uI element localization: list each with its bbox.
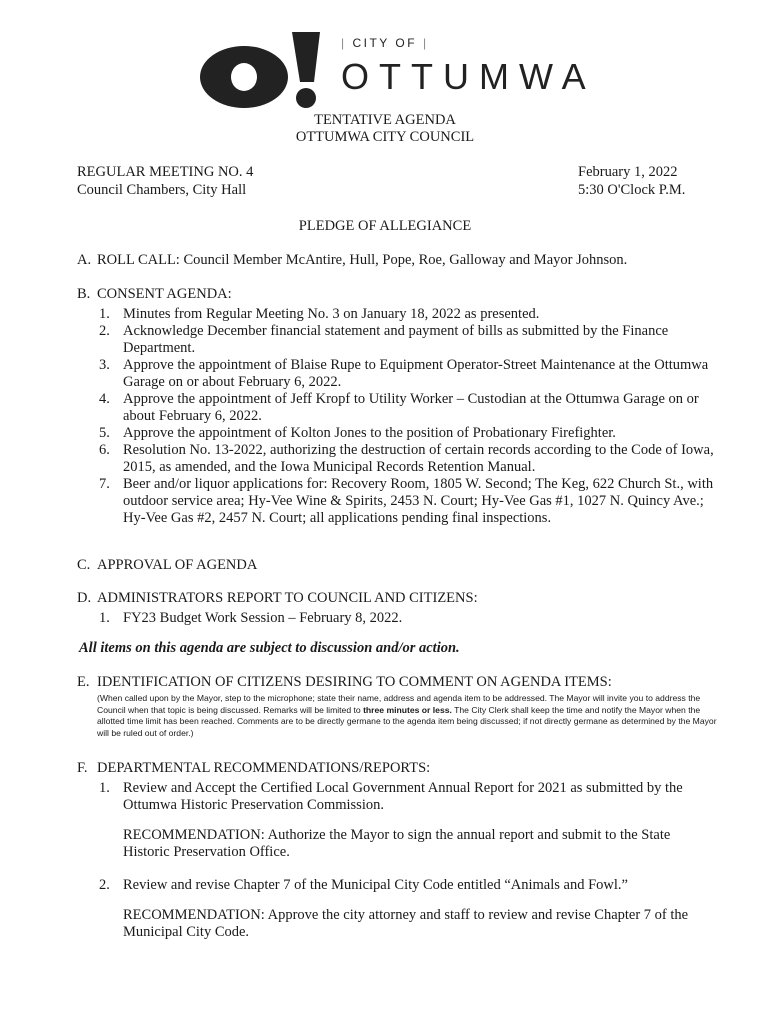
meeting-date: February 1, 2022 — [578, 164, 678, 180]
section-admin-report — [77, 590, 717, 627]
section-heading: ADMINISTRATORS REPORT TO COUNCIL AND CITIZENS: — [97, 590, 478, 606]
section-letter: C. — [77, 557, 91, 573]
council-title: OTTUMWA CITY COUNCIL — [295, 129, 475, 145]
logo-city-of: | CITY OF | — [341, 36, 429, 50]
list-item: 6. Resolution No. 13-2022, authorizing the destruction of certain records according to the Code of Iowa, 2015, as amended, and the Iowa Municipal Records Retention Manual. — [99, 442, 714, 475]
logo-city-name: OTTUMWA — [341, 56, 596, 97]
section-letter: B. — [77, 286, 91, 302]
logo-exclamation-icon — [286, 32, 322, 112]
recommendation-2: RECOMMENDATION: Approve the city attorney and staff to review and revise Chapter 7 of the Municipal City Code. — [123, 907, 689, 940]
section-heading: CONSENT AGENDA: — [97, 286, 232, 302]
list-item: 1. FY23 Budget Work Session – February 8, 2022. — [99, 610, 403, 626]
section-letter: E. — [77, 674, 90, 690]
section-citizens — [77, 674, 717, 739]
departmental-items-list — [77, 780, 717, 814]
meeting-datetime — [578, 163, 685, 199]
section-letter: A. — [77, 252, 92, 268]
meeting-number: REGULAR MEETING NO. 4 — [77, 164, 254, 180]
list-item: 4. Approve the appointment of Jeff Kropf to Utility Worker – Custodian at the Ottumwa Garage on or about February 6, 2022. — [99, 391, 699, 424]
list-item: 2. Review and revise Chapter 7 of the Municipal City Code entitled “Animals and Fowl.” — [99, 877, 628, 893]
meeting-location: Council Chambers, City Hall — [77, 182, 247, 198]
list-item: 7. Beer and/or liquor applications for: Recovery Room, 1805 W. Second; The Keg, 622 Church St., with outdoor service area; Hy-Vee Wine & Spirits, 2453 N. Court; Hy-Vee Gas #1, 1027 N. Quincy Ave.; Hy-Vee Gas #2, 2457 N. Court; all applications pending final inspections. — [99, 476, 714, 526]
pledge-heading: PLEDGE OF ALLEGIANCE — [298, 218, 472, 234]
list-item: 1. Minutes from Regular Meeting No. 3 on January 18, 2022 as presented. — [99, 306, 540, 322]
section-letter: F. — [77, 760, 88, 776]
meeting-info — [77, 163, 253, 199]
section-letter: D. — [77, 590, 92, 606]
list-item: 1. Review and Accept the Certified Local Government Annual Report for 2021 as submitted by the Ottumwa Historic Preservation Commission. — [99, 780, 683, 813]
consent-items-list — [77, 306, 717, 527]
departmental-items-list-2 — [77, 877, 717, 894]
list-item: 5. Approve the appointment of Kolton Jones to the position of Probationary Firefighter. — [99, 425, 616, 441]
section-roll-call — [77, 252, 717, 269]
list-item: 2. Acknowledge December financial statement and payment of bills as submitted by the Finance Department. — [99, 323, 669, 356]
discussion-note: All items on this agenda are subject to discussion and/or action. — [79, 640, 460, 656]
meeting-time: 5:30 O'Clock P.M. — [578, 182, 686, 198]
roll-call-text: ROLL CALL: Council Member McAntire, Hull, Pope, Roe, Galloway and Mayor Johnson. — [97, 252, 628, 268]
section-heading: DEPARTMENTAL RECOMMENDATIONS/REPORTS: — [97, 760, 431, 776]
list-item: 3. Approve the appointment of Blaise Rupe to Equipment Operator-Street Maintenance at the Ottumwa Garage on or about February 6, 2022. — [99, 357, 709, 390]
recommendation-1: RECOMMENDATION: Authorize the Mayor to sign the annual report and submit to the State Historic Preservation Office. — [123, 827, 671, 860]
city-logo — [198, 30, 598, 112]
approval-text: APPROVAL OF AGENDA — [97, 557, 258, 573]
admin-items-list — [77, 610, 717, 627]
logo-o-icon — [198, 44, 290, 110]
comment-rules-note: (When called upon by the Mayor, step to the microphone; state their name, address and agenda item to be addressed. The Mayor will invite you to address the Council when that topic is being discussed. Remarks will be limited to three minutes or less. The City Clerk shall keep the time and notify the Mayor when the allotted time limit has been reached. Comments are to be directly germane to the agenda item being discussed; if not directly germane as determined by the Mayor will be ruled out of order.) — [97, 693, 717, 738]
section-heading: IDENTIFICATION OF CITIZENS DESIRING TO COMMENT ON AGENDA ITEMS: — [97, 674, 612, 690]
section-approval — [77, 557, 717, 574]
agenda-title: TENTATIVE AGENDA — [314, 112, 456, 128]
section-departmental — [77, 760, 717, 941]
section-consent-agenda — [77, 286, 717, 527]
